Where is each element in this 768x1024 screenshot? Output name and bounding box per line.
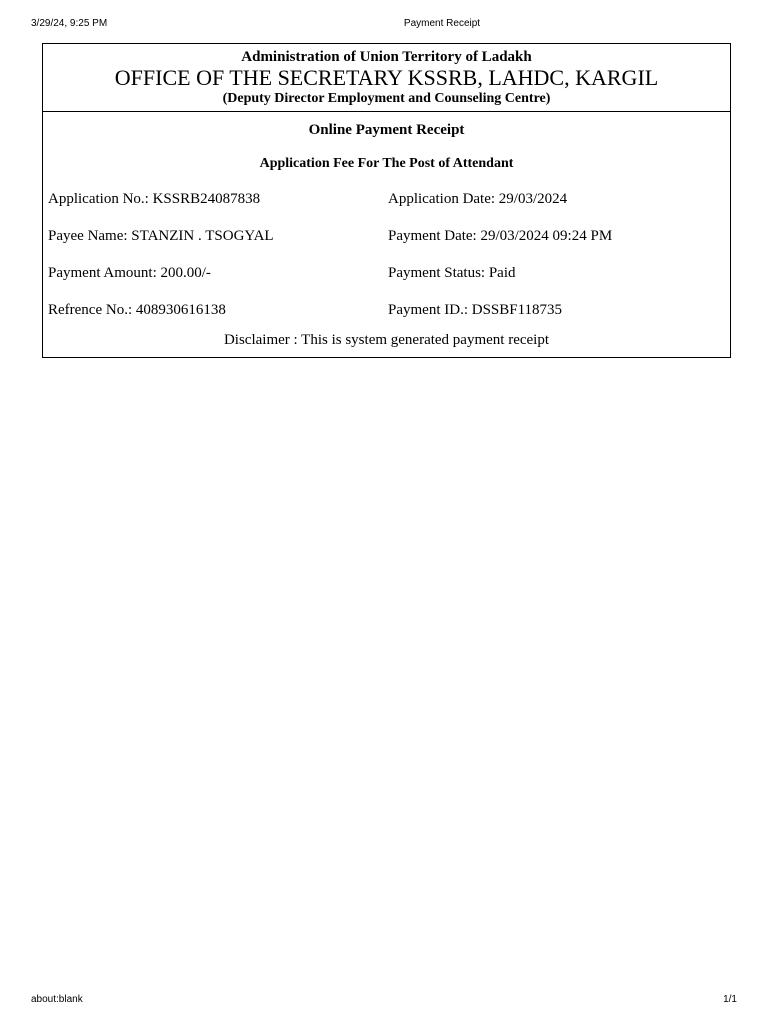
payment-id: Payment ID.: DSSBF118735 <box>388 302 563 318</box>
payment-receipt <box>42 43 731 358</box>
print-footer <box>0 994 768 1008</box>
payment-status: Payment Status: Paid <box>388 265 516 281</box>
receipt-subtitle: Application Fee For The Post of Attendant <box>259 156 514 171</box>
receipt-title: Online Payment Receipt <box>308 122 465 138</box>
print-page-title: Payment Receipt <box>403 18 481 29</box>
print-header <box>0 18 768 32</box>
payment-amount: Payment Amount: 200.00/- <box>48 265 211 281</box>
administration-title: Administration of Union Territory of Ladakh <box>241 49 532 65</box>
department-subtitle: (Deputy Director Employment and Counseling Centre) <box>222 91 551 106</box>
detail-row-amount <box>43 263 730 300</box>
payment-date: Payment Date: 29/03/2024 09:24 PM <box>388 228 613 244</box>
detail-row-payee <box>43 226 730 263</box>
disclaimer: Disclaimer : This is system generated payment receipt <box>223 332 550 348</box>
application-date: Application Date: 29/03/2024 <box>388 191 568 207</box>
print-url: about:blank <box>31 994 83 1005</box>
print-datetime: 3/29/24, 9:25 PM <box>31 18 108 29</box>
application-number: Application No.: KSSRB24087838 <box>48 191 261 207</box>
reference-number: Refrence No.: 408930616138 <box>48 302 226 318</box>
payee-name: Payee Name: STANZIN . TSOGYAL <box>48 228 274 244</box>
detail-row-reference <box>43 300 730 337</box>
office-title: OFFICE OF THE SECRETARY KSSRB, LAHDC, KARGIL <box>114 65 659 90</box>
detail-row-application <box>43 189 730 226</box>
receipt-header <box>43 44 730 112</box>
print-page-count: 1/1 <box>723 994 737 1005</box>
receipt-details <box>43 189 730 337</box>
